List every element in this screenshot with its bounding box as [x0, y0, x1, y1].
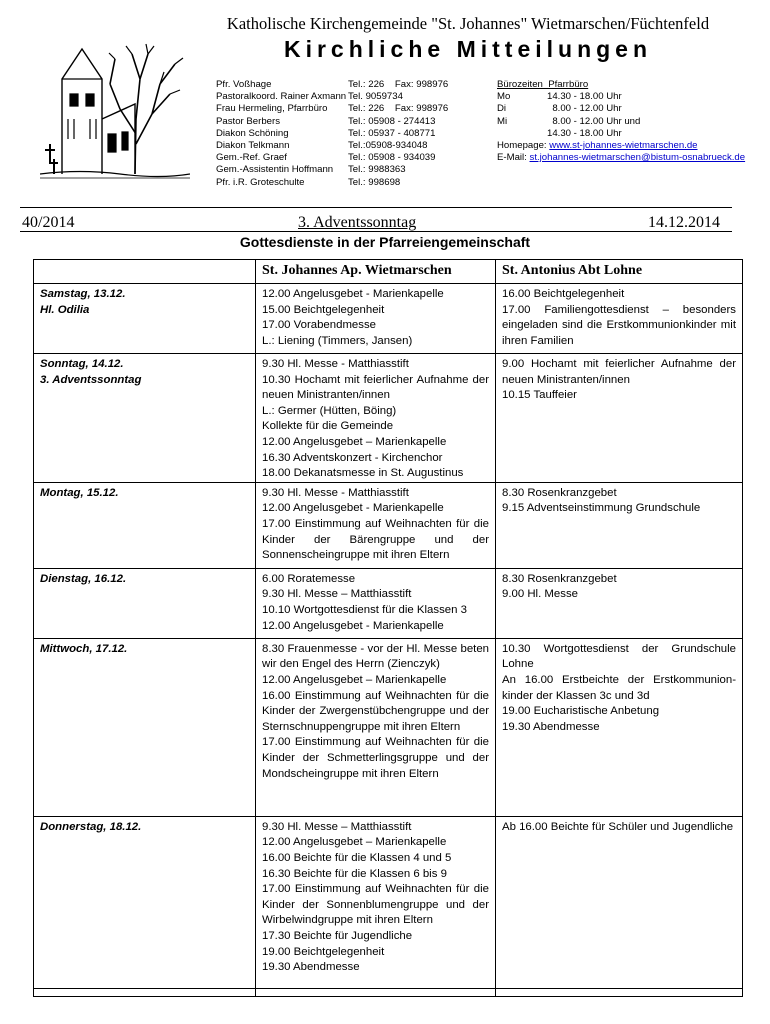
contact-row	[216, 177, 448, 189]
day-label: 3. Adventssonntag	[40, 373, 142, 386]
service-entry: Ab 16.00 Beichte für Schüler und Jugendliche	[502, 820, 734, 833]
table-row	[34, 354, 743, 483]
contact-row	[216, 140, 448, 152]
contact-name: Frau Hermeling, Pfarrbüro	[216, 103, 328, 115]
homepage-link[interactable]: www.st-johannes-wietmarschen.de	[549, 140, 698, 152]
day-cell	[34, 568, 256, 638]
parish-name: Katholische Kirchengemeinde "St. Johannes" Wietmarschen/Füchtenfeld	[226, 14, 710, 33]
contact-row	[216, 91, 448, 103]
office-time: 14.30 - 18.00 Uhr	[547, 91, 622, 103]
service-entry: L.: Liening (Timmers, Jansen)	[262, 334, 413, 347]
office-day: Mi	[497, 115, 508, 127]
office-time: 8.00 - 12.00 Uhr und	[547, 115, 641, 127]
empty-cell	[496, 988, 743, 996]
contact-row	[216, 103, 448, 115]
service-entry: 9.00 Hochamt mit feierlicher Aufnahme der neuen Ministranten/innen	[502, 358, 736, 386]
table-header-row	[34, 260, 743, 284]
service-entry: 16.30 Adventskonzert - Kirchenchor	[262, 451, 443, 464]
day-label: Donnerstag, 18.12.	[40, 820, 142, 833]
empty-cell	[256, 988, 496, 996]
service-entry: 17.00 Vorabendmesse	[262, 319, 376, 332]
lohne-cell	[496, 638, 743, 816]
contact-row	[216, 116, 448, 128]
contact-name: Gem.-Assistentin Hoffmann	[216, 164, 334, 176]
service-entry: 9.30 Hl. Messe – Matthiasstift	[262, 588, 412, 601]
service-entry: 16.00 Beichtgelegenheit	[502, 288, 625, 300]
service-entry: 9.30 Hl. Messe - Matthiasstift	[262, 358, 409, 370]
service-entry: 16.30 Beichte für die Klassen 6 bis 9	[262, 867, 447, 880]
contact-row	[216, 128, 448, 140]
contact-row	[216, 152, 448, 164]
homepage-label: Homepage:	[497, 140, 550, 152]
service-entry: 18.00 Dekanatsmesse in St. Augustinus	[262, 467, 464, 480]
service-entry: An 16.00 Erstbeichte der Erstkommunion-kinder der Klassen 3c und 3d	[502, 673, 736, 702]
service-schedule-table	[33, 259, 743, 997]
office-time: 8.00 - 12.00 Uhr	[547, 103, 622, 115]
table-row	[34, 568, 743, 638]
lohne-cell	[496, 816, 743, 988]
office-day	[497, 128, 547, 140]
day-cell	[34, 482, 256, 568]
service-entry: 10.15 Tauffeier	[502, 389, 577, 402]
service-entry: 16.00 Beichte für die Klassen 4 und 5	[262, 851, 452, 864]
service-entry: 8.30 Rosenkranzgebet	[502, 572, 617, 585]
header-divider	[20, 207, 732, 208]
wietmarschen-cell	[256, 816, 496, 988]
service-entry: 19.00 Beichtgelegenheit	[262, 945, 385, 958]
day-cell	[34, 284, 256, 354]
contact-phone: Tel.:05908-934048	[348, 140, 428, 152]
church-logo	[40, 24, 190, 179]
service-entry: 12.00 Angelusgebet - Marienkapelle	[262, 502, 444, 515]
lohne-cell	[496, 482, 743, 568]
service-entry: 17.00 Einstimmung auf Weihnachten für die Kinder der Sonnenblumengruppe und der Wirbelwindgruppe mit ihren Eltern	[262, 883, 489, 927]
lohne-cell	[496, 568, 743, 638]
contact-row	[216, 79, 448, 91]
issue-number: 40/2014	[22, 214, 75, 231]
office-hours-row	[497, 116, 745, 128]
service-entry: 15.00 Beichtgelegenheit	[262, 303, 385, 316]
email-link[interactable]: st.johannes-wietmarschen@bistum-osnabrueck.de	[529, 152, 746, 164]
service-entry: 17.30 Beichte für Jugendliche	[262, 929, 413, 942]
service-entry: 12.00 Angelusgebet - Marienkapelle	[262, 619, 444, 632]
contact-name: Pastor Berbers	[216, 115, 280, 127]
office-hours-row	[497, 91, 745, 103]
service-entry: 9.00 Hl. Messe	[502, 588, 578, 601]
day-cell	[34, 354, 256, 483]
day-label: Hl. Odilia	[40, 303, 90, 316]
office-hours-row	[497, 128, 745, 140]
service-entry: 17.00 Einstimmung auf Weihnachten für die Kinder der Schmetterlingsgruppe und der Mondscheingruppe mit ihren Eltern	[262, 736, 489, 780]
service-entry: 9.30 Hl. Messe – Matthiasstift	[262, 820, 412, 833]
table-row-empty	[34, 988, 743, 996]
service-entry: 17.00 Einstimmung auf Weihnachten für die Kinder der Bärengruppe und der Sonnenscheingruppe mit ihren Eltern	[262, 517, 489, 562]
service-entry: 10.10 Wortgottesdienst für die Klassen 3	[262, 603, 467, 616]
schedule-title: Gottesdienste in der Pfarreiengemeinschaft	[239, 234, 531, 250]
newsletter-title: Kirchliche Mitteilungen	[283, 36, 653, 62]
day-label: Montag, 15.12.	[40, 486, 119, 499]
service-entry: 19.00 Eucharistische Anbetung	[502, 705, 660, 718]
office-day: Mo	[497, 91, 511, 103]
service-entry: 6.00 Roratemesse	[262, 572, 356, 585]
column-header-wietmarschen: St. Johannes Ap. Wietmarschen	[256, 260, 496, 284]
day-label: Mittwoch, 17.12.	[40, 642, 128, 655]
contact-phone: Tel.: 9988363	[348, 164, 406, 176]
contact-row	[216, 164, 448, 176]
service-entry: L.: Germer (Hütten, Böing)	[262, 404, 397, 417]
email-label: E-Mail:	[497, 152, 530, 164]
service-entry: 12.00 Angelusgebet - Marienkapelle	[262, 288, 444, 300]
contact-name: Gem.-Ref. Graef	[216, 152, 287, 164]
column-header-day	[34, 260, 256, 284]
day-cell	[34, 638, 256, 816]
service-entry: 12.00 Angelusgebet – Marienkapelle	[262, 673, 447, 686]
contact-phone: Tel.: 226 Fax: 998976	[348, 103, 449, 115]
service-entry: 19.30 Abendmesse	[262, 961, 360, 974]
issue-divider	[20, 231, 732, 232]
day-label: Sonntag, 14.12.	[40, 358, 124, 370]
service-entry: 12.00 Angelusgebet – Marienkapelle	[262, 435, 447, 448]
issue-date: 14.12.2014	[648, 214, 720, 231]
column-header-lohne: St. Antonius Abt Lohne	[496, 260, 743, 284]
contact-name: Pfr. Voßhage	[216, 79, 272, 90]
service-entry: 9.15 Adventseinstimmung Grundschule	[502, 502, 701, 515]
contact-phone: Tel.: 998698	[348, 176, 401, 188]
wietmarschen-cell	[256, 354, 496, 483]
office-time: 14.30 - 18.00 Uhr	[547, 127, 622, 139]
homepage-line	[497, 140, 745, 152]
day-label: Samstag, 13.12.	[40, 288, 126, 300]
contact-phone: Tel.: 226 Fax: 998976	[348, 79, 449, 90]
service-entry: 9.30 Hl. Messe - Matthiasstift	[262, 486, 409, 499]
service-entry: 19.30 Abendmesse	[502, 720, 600, 733]
service-entry: Kollekte für die Gemeinde	[262, 420, 394, 433]
wietmarschen-cell	[256, 284, 496, 354]
table-row	[34, 816, 743, 988]
schedule-body	[34, 284, 743, 997]
service-entry: 12.00 Angelusgebet – Marienkapelle	[262, 836, 447, 849]
service-entry: 16.00 Einstimmung auf Weihnachten für die Kinder der Zwergenstübchengruppe und der Sternschnuppengruppe mit ihren Eltern	[262, 689, 489, 733]
contact-name: Diakon Schöning	[216, 127, 289, 139]
service-entry: 10.30 Hochamt mit feierlicher Aufnahme der neuen Ministranten/innen	[262, 373, 489, 402]
wietmarschen-cell	[256, 568, 496, 638]
contact-phone: Tel.: 05908 - 934039	[348, 152, 436, 164]
office-hours-heading: Bürozeiten Pfarrbüro	[497, 79, 589, 90]
contact-list	[216, 79, 448, 189]
service-entry: 17.00 Familiengottesdienst – besonders eingeladen sind die Erstkommunionkinder mit ihren Familien	[502, 303, 736, 347]
table-row	[34, 284, 743, 354]
lohne-cell	[496, 284, 743, 354]
service-entry: 8.30 Frauenmesse - vor der Hl. Messe beten wir den Engel des Herrn (Zienczyk)	[262, 642, 489, 671]
table-row	[34, 482, 743, 568]
contact-phone: Tel.: 05908 - 274413	[348, 115, 436, 127]
wietmarschen-cell	[256, 482, 496, 568]
contact-phone: Tel. 9059734	[348, 91, 403, 103]
office-day: Di	[497, 103, 507, 115]
office-hours	[497, 79, 745, 164]
empty-cell	[34, 988, 256, 996]
contact-name: Pastoralkoord. Rainer Axmann	[216, 91, 347, 103]
contact-name: Diakon Telkmann	[216, 140, 290, 152]
contact-name: Pfr. i.R. Groteschulte	[216, 176, 305, 188]
contact-phone: Tel.: 05937 - 408771	[348, 127, 436, 139]
service-entry: 8.30 Rosenkranzgebet	[502, 486, 617, 499]
day-cell	[34, 816, 256, 988]
service-entry: 10.30 Wortgottesdienst der Grundschule Lohne	[502, 642, 736, 671]
issue-occasion: 3. Adventssonntag	[298, 214, 417, 231]
wietmarschen-cell	[256, 638, 496, 816]
office-hours-row	[497, 103, 745, 115]
lohne-cell	[496, 354, 743, 483]
email-line	[497, 152, 745, 164]
day-label: Dienstag, 16.12.	[40, 572, 127, 585]
table-row	[34, 638, 743, 816]
